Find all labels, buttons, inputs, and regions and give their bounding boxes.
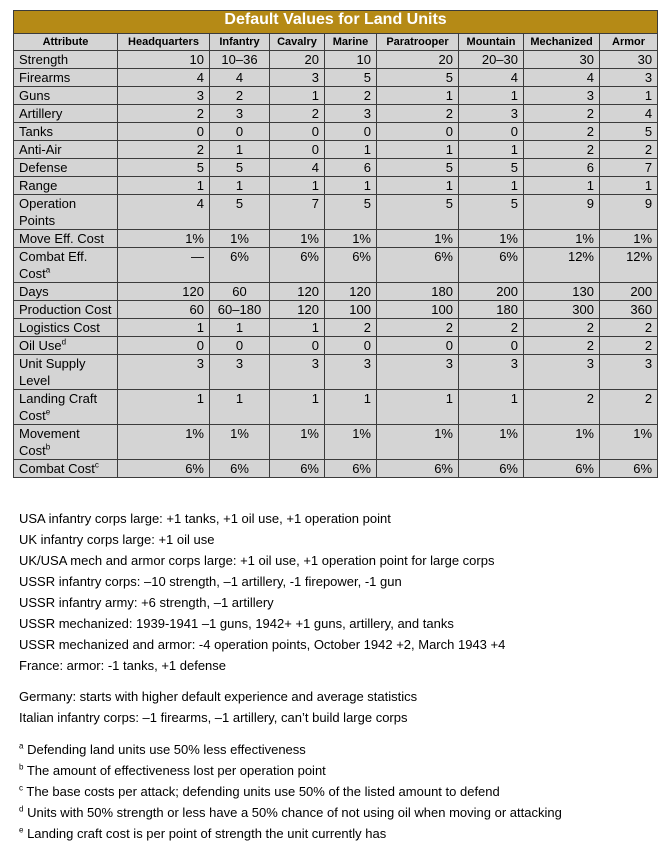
value-cell: 3 (210, 355, 270, 390)
row-label-cell (14, 51, 118, 69)
value-cell: 6% (118, 460, 210, 478)
value-cell: 3 (118, 355, 210, 390)
value-cell: 3 (325, 105, 377, 123)
value-cell: 6% (459, 248, 524, 283)
value-cell: 3 (459, 105, 524, 123)
value-cell: 120 (118, 283, 210, 301)
value-cell: 1% (210, 230, 270, 248)
value-cell: 1% (210, 425, 270, 460)
table-title: Default Values for Land Units (14, 11, 658, 34)
table-row (14, 51, 658, 69)
table-row (14, 301, 658, 319)
value-cell: 1 (524, 177, 600, 195)
value-cell: 5 (118, 159, 210, 177)
row-label-cell (14, 425, 118, 460)
value-cell: 1% (325, 230, 377, 248)
value-cell: 12% (524, 248, 600, 283)
note-line: USSR mechanized: 1939-1941 –1 guns, 1942+ +1 guns, artillery, and tanks (19, 616, 454, 631)
value-cell: 1 (459, 177, 524, 195)
value-cell: 1% (377, 230, 459, 248)
row-label-cell (14, 123, 118, 141)
value-cell: 0 (377, 337, 459, 355)
column-header-armor: Armor (600, 34, 658, 51)
value-cell: 200 (600, 283, 658, 301)
value-cell: 30 (524, 51, 600, 69)
table-row (14, 195, 658, 230)
row-label: Guns (19, 88, 51, 103)
value-cell: 60 (118, 301, 210, 319)
value-cell: 5 (377, 195, 459, 230)
table-row (14, 123, 658, 141)
note-line: USA infantry corps large: +1 tanks, +1 oil use, +1 operation point (19, 511, 391, 526)
value-cell: 3 (325, 355, 377, 390)
value-cell: 1 (600, 87, 658, 105)
value-cell: 2 (459, 319, 524, 337)
note-line: USSR mechanized and armor: -4 operation points, October 1942 +2, March 1943 +4 (19, 637, 506, 652)
table-row (14, 69, 658, 87)
land-units-table (13, 10, 658, 478)
value-cell: 6% (270, 460, 325, 478)
value-cell: 1% (325, 425, 377, 460)
column-header-marine: Marine (325, 34, 377, 51)
value-cell: 7 (270, 195, 325, 230)
value-cell: 1 (325, 390, 377, 425)
value-cell: 6% (524, 460, 600, 478)
value-cell: 0 (459, 337, 524, 355)
table-header-row (14, 34, 658, 51)
value-cell: 1 (210, 177, 270, 195)
value-cell: 1% (459, 425, 524, 460)
value-cell: 1% (459, 230, 524, 248)
value-cell: 0 (270, 123, 325, 141)
value-cell: 200 (459, 283, 524, 301)
value-cell: 1 (600, 177, 658, 195)
nation-notes (19, 688, 659, 730)
value-cell: 1 (377, 177, 459, 195)
value-cell: 1 (118, 319, 210, 337)
value-cell: 2 (524, 141, 600, 159)
footnote-line (19, 762, 659, 783)
row-label: Logistics Cost (19, 320, 100, 335)
land-units-table-wrapper (13, 10, 657, 478)
value-cell: 10 (118, 51, 210, 69)
row-label: Move Eff. Cost (19, 231, 105, 246)
note-line: Italian infantry corps: –1 firearms, –1 artillery, can’t build large corps (19, 710, 408, 725)
row-label-cell (14, 141, 118, 159)
value-cell: 1 (118, 177, 210, 195)
table-row (14, 248, 658, 283)
row-label-cell (14, 177, 118, 195)
row-label-cell (14, 337, 118, 355)
table-row (14, 105, 658, 123)
value-cell: 4 (118, 69, 210, 87)
value-cell: 120 (270, 283, 325, 301)
value-cell: 6 (524, 159, 600, 177)
value-cell: 2 (524, 319, 600, 337)
value-cell: 6 (325, 159, 377, 177)
table-row (14, 141, 658, 159)
footnotes (19, 741, 659, 846)
value-cell: 20–30 (459, 51, 524, 69)
value-cell: 2 (524, 390, 600, 425)
footnote-mark: b (45, 442, 51, 452)
value-cell: 6% (210, 460, 270, 478)
footnote-mark: a (45, 265, 51, 275)
value-cell: 0 (118, 123, 210, 141)
value-cell: 1 (270, 319, 325, 337)
value-cell: 0 (459, 123, 524, 141)
value-cell: 2 (600, 390, 658, 425)
table-row (14, 355, 658, 390)
column-header-paratrooper: Paratrooper (377, 34, 459, 51)
table-row (14, 283, 658, 301)
table-row (14, 159, 658, 177)
value-cell: 2 (600, 337, 658, 355)
row-label: Combat Cost (19, 461, 95, 476)
value-cell: 1 (459, 390, 524, 425)
footnote-mark: e (45, 407, 51, 417)
row-label: Days (19, 284, 49, 299)
footnote-mark: b (19, 762, 24, 772)
table-row (14, 177, 658, 195)
value-cell: 3 (270, 69, 325, 87)
value-cell: 180 (377, 283, 459, 301)
footnote-line (19, 783, 659, 804)
note-line: UK infantry corps large: +1 oil use (19, 532, 215, 547)
table-row (14, 425, 658, 460)
value-cell: — (118, 248, 210, 283)
row-label: Unit Supply Level (19, 356, 86, 388)
value-cell: 6% (377, 460, 459, 478)
note-line: France: armor: -1 tanks, +1 defense (19, 658, 227, 673)
value-cell: 1% (118, 230, 210, 248)
note-line: Germany: starts with higher default experience and average statistics (19, 689, 418, 704)
value-cell: 0 (210, 337, 270, 355)
value-cell: 1% (270, 425, 325, 460)
value-cell: 120 (325, 283, 377, 301)
value-cell: 5 (210, 195, 270, 230)
value-cell: 0 (210, 123, 270, 141)
footnote-text: The amount of effectiveness lost per operation point (26, 763, 326, 778)
value-cell: 5 (325, 195, 377, 230)
table-row (14, 460, 658, 478)
note-line: USSR infantry corps: –10 strength, –1 artillery, -1 firepower, -1 gun (19, 574, 402, 589)
row-label: Combat Eff. Cost (19, 249, 88, 281)
value-cell: 1 (459, 87, 524, 105)
footnote-text: Units with 50% strength or less have a 50% chance of not using oil when moving or attacking (27, 805, 562, 820)
value-cell: 3 (524, 355, 600, 390)
row-label: Artillery (19, 106, 63, 121)
value-cell: 360 (600, 301, 658, 319)
value-cell: 6% (600, 460, 658, 478)
footnote-mark: a (19, 741, 24, 751)
footnote-mark: d (61, 337, 67, 347)
value-cell: 4 (210, 69, 270, 87)
table-row (14, 390, 658, 425)
value-cell: 0 (270, 337, 325, 355)
value-cell: 100 (377, 301, 459, 319)
row-label: Landing Craft Cost (19, 391, 98, 423)
row-label-cell (14, 69, 118, 87)
value-cell: 2 (600, 319, 658, 337)
table-row (14, 230, 658, 248)
value-cell: 1% (270, 230, 325, 248)
row-label-cell (14, 355, 118, 390)
value-cell: 5 (377, 159, 459, 177)
row-label: Anti-Air (19, 142, 62, 157)
row-label-cell (14, 195, 118, 230)
value-cell: 6% (270, 248, 325, 283)
footnote-line (19, 825, 659, 846)
value-cell: 0 (325, 337, 377, 355)
row-label: Movement Cost (19, 426, 80, 458)
value-cell: 3 (600, 355, 658, 390)
value-cell: 3 (118, 87, 210, 105)
value-cell: 10 (325, 51, 377, 69)
value-cell: 1% (118, 425, 210, 460)
value-cell: 120 (270, 301, 325, 319)
value-cell: 1 (325, 141, 377, 159)
value-cell: 1 (377, 141, 459, 159)
value-cell: 1 (270, 177, 325, 195)
value-cell: 1 (270, 390, 325, 425)
value-cell: 60 (210, 283, 270, 301)
value-cell: 1 (210, 390, 270, 425)
row-label-cell (14, 301, 118, 319)
value-cell: 1% (524, 230, 600, 248)
row-label: Strength (19, 52, 69, 67)
value-cell: 5 (459, 159, 524, 177)
value-cell: 3 (459, 355, 524, 390)
value-cell: 1% (600, 230, 658, 248)
value-cell: 60–180 (210, 301, 270, 319)
value-cell: 1 (210, 141, 270, 159)
row-label-cell (14, 105, 118, 123)
value-cell: 1 (377, 390, 459, 425)
value-cell: 180 (459, 301, 524, 319)
value-cell: 2 (377, 105, 459, 123)
value-cell: 3 (210, 105, 270, 123)
row-label: Oil Use (19, 338, 62, 353)
row-label: Production Cost (19, 302, 112, 317)
value-cell: 2 (524, 337, 600, 355)
value-cell: 3 (524, 87, 600, 105)
row-label-cell (14, 319, 118, 337)
column-header-mountain: Mountain (459, 34, 524, 51)
value-cell: 9 (524, 195, 600, 230)
value-cell: 1 (270, 87, 325, 105)
value-cell: 1 (210, 319, 270, 337)
row-label-cell (14, 283, 118, 301)
value-cell: 1 (459, 141, 524, 159)
row-label-cell (14, 87, 118, 105)
row-label: Range (19, 178, 58, 193)
footnote-mark: e (19, 825, 24, 835)
row-label-cell (14, 390, 118, 425)
table-body (14, 51, 658, 478)
row-label-cell (14, 159, 118, 177)
footnote-text: The base costs per attack; defending units use 50% of the listed amount to defend (26, 784, 500, 799)
value-cell: 1% (524, 425, 600, 460)
note-line: UK/USA mech and armor corps large: +1 oil use, +1 operation point for large corps (19, 553, 495, 568)
value-cell: 2 (118, 105, 210, 123)
value-cell: 1% (377, 425, 459, 460)
value-cell: 2 (600, 141, 658, 159)
value-cell: 5 (600, 123, 658, 141)
footnote-mark: c (94, 460, 99, 470)
footnote-mark: c (19, 783, 23, 793)
value-cell: 5 (459, 195, 524, 230)
value-cell: 1 (325, 177, 377, 195)
footnote-text: Landing craft cost is per point of strength the unit currently has (27, 826, 387, 841)
value-cell: 2 (524, 105, 600, 123)
value-cell: 3 (270, 355, 325, 390)
value-cell: 4 (270, 159, 325, 177)
table-row (14, 337, 658, 355)
footnote-line (19, 741, 659, 762)
row-label: Defense (19, 160, 68, 175)
value-cell: 2 (325, 87, 377, 105)
row-label: Tanks (19, 124, 53, 139)
footnote-line (19, 804, 659, 825)
value-cell: 7 (600, 159, 658, 177)
value-cell: 2 (524, 123, 600, 141)
value-cell: 0 (118, 337, 210, 355)
value-cell: 0 (377, 123, 459, 141)
value-cell: 6% (325, 460, 377, 478)
value-cell: 5 (325, 69, 377, 87)
column-header-mechanized: Mechanized (524, 34, 600, 51)
value-cell: 5 (377, 69, 459, 87)
value-cell: 100 (325, 301, 377, 319)
column-header-attribute: Attribute (14, 34, 118, 51)
column-header-headquarters: Headquarters (118, 34, 210, 51)
value-cell: 2 (325, 319, 377, 337)
value-cell: 2 (118, 141, 210, 159)
value-cell: 9 (600, 195, 658, 230)
unit-notes (19, 510, 659, 678)
value-cell: 5 (210, 159, 270, 177)
row-label-cell (14, 230, 118, 248)
column-header-infantry: Infantry (210, 34, 270, 51)
value-cell: 12% (600, 248, 658, 283)
value-cell: 300 (524, 301, 600, 319)
row-label: Firearms (19, 70, 71, 85)
value-cell: 6% (210, 248, 270, 283)
value-cell: 20 (270, 51, 325, 69)
value-cell: 130 (524, 283, 600, 301)
column-header-cavalry: Cavalry (270, 34, 325, 51)
value-cell: 0 (325, 123, 377, 141)
row-label-cell (14, 460, 118, 478)
value-cell: 0 (270, 141, 325, 159)
table-row (14, 319, 658, 337)
value-cell: 10–36 (210, 51, 270, 69)
value-cell: 3 (600, 69, 658, 87)
value-cell: 3 (377, 355, 459, 390)
value-cell: 20 (377, 51, 459, 69)
value-cell: 4 (459, 69, 524, 87)
value-cell: 4 (118, 195, 210, 230)
value-cell: 6% (459, 460, 524, 478)
value-cell: 6% (325, 248, 377, 283)
value-cell: 30 (600, 51, 658, 69)
value-cell: 4 (524, 69, 600, 87)
note-line: USSR infantry army: +6 strength, –1 artillery (19, 595, 274, 610)
footnote-mark: d (19, 804, 24, 814)
table-row (14, 87, 658, 105)
value-cell: 2 (270, 105, 325, 123)
value-cell: 1 (377, 87, 459, 105)
value-cell: 2 (377, 319, 459, 337)
value-cell: 2 (210, 87, 270, 105)
value-cell: 4 (600, 105, 658, 123)
row-label: Operation Points (19, 196, 77, 228)
footnote-text: Defending land units use 50% less effectiveness (27, 742, 306, 757)
value-cell: 1 (118, 390, 210, 425)
row-label-cell (14, 248, 118, 283)
value-cell: 1% (600, 425, 658, 460)
value-cell: 6% (377, 248, 459, 283)
